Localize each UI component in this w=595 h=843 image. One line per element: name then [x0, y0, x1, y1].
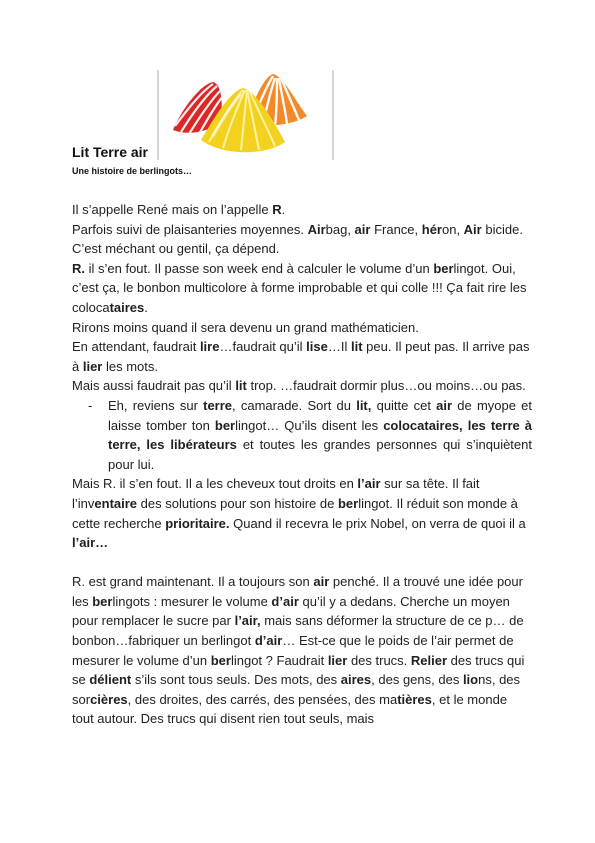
text-segment: des trucs.: [347, 652, 411, 668]
text-segment: lingot… Qu’ils disent les: [235, 417, 384, 433]
text-segment: Quand il recevra le prix Nobel, on verra de quoi il a: [229, 515, 526, 531]
text-segment: …faudrait qu’il: [219, 339, 307, 355]
text-segment: lingot. Oui, c’est ça, le bonbon multicolore à forme improbable et qui colle !!! Ça fait rire les coloca: [72, 260, 527, 315]
bold-segment: R.: [72, 260, 85, 276]
bold-segment: lise: [306, 339, 328, 355]
dialogue-list: [72, 396, 532, 474]
text-segment: de myope et laisse tomber ton: [108, 397, 533, 433]
bold-segment: ber: [337, 495, 359, 511]
bold-segment: R: [272, 202, 282, 217]
text-segment: sur sa tête. Il fait l’inv: [72, 476, 480, 511]
bold-segment: l’air,: [234, 613, 261, 629]
bold-segment: ber: [433, 260, 454, 276]
text-segment: penché. Il a trouvé une idée pour les: [72, 574, 523, 609]
bold-segment: lio: [462, 672, 479, 688]
bold-segment: Air: [463, 221, 482, 237]
text-segment: …Il: [327, 339, 351, 355]
text-segment: Eh, reviens sur: [108, 397, 204, 413]
candy-illustration: [161, 70, 329, 160]
bold-segment: aires: [340, 672, 372, 688]
text-segment: France,: [370, 221, 422, 237]
bold-segment: Air: [307, 221, 326, 237]
bold-segment: Relier: [410, 652, 448, 668]
text-segment: bicide. C’est méchant ou gentil, ça dépend.: [72, 221, 523, 257]
text-segment: Rirons moins quand il sera devenu un grand mathématicien.: [72, 319, 419, 335]
text-segment: lingot ? Faudrait: [230, 652, 328, 668]
story-paragraph: [72, 376, 532, 396]
bold-segment: air: [313, 574, 330, 590]
story-body: [72, 200, 532, 729]
bold-segment: taires: [109, 299, 145, 315]
bold-segment: tières: [397, 691, 432, 707]
document-title: Lit Terre air: [72, 144, 148, 160]
bold-segment: lier: [327, 652, 348, 668]
bold-segment: d’air: [271, 593, 299, 609]
text-segment: , camarade. Sort du: [232, 397, 357, 413]
bold-segment: colocataires, les terre à terre, les libérateurs: [108, 417, 533, 453]
text-segment: lingots : mesurer le volume: [112, 593, 272, 609]
story-paragraph: [72, 572, 532, 729]
story-paragraph: [72, 474, 532, 552]
document-subtitle: Une histoire de berlingots…: [72, 166, 193, 176]
text-segment: des trucs qui se: [72, 652, 525, 688]
paragraph-spacer: [72, 553, 532, 573]
text-segment: R. est grand maintenant. Il a toujours son: [72, 574, 314, 590]
text-segment: s’ils sont tous seuls. Des mots, des: [131, 672, 341, 688]
image-border-right: [332, 70, 334, 160]
bold-segment: lit,: [356, 397, 372, 413]
text-segment: … Est-ce que le poids de l’air permet de mesurer le volume d’un: [72, 633, 514, 668]
text-segment: quitte cet: [371, 397, 437, 413]
bold-segment: hér: [421, 221, 442, 237]
text-segment: lingot. Il réduit son monde à cette recherche: [72, 495, 518, 531]
bold-segment: ber: [92, 593, 113, 609]
bold-segment: lire: [199, 339, 220, 355]
text-segment: , des gens, des: [371, 672, 463, 688]
story-paragraph: [72, 200, 532, 220]
dialogue-dash: -: [88, 397, 93, 413]
text-segment: on,: [441, 221, 464, 237]
bold-segment: lit: [350, 339, 363, 355]
text-segment: Parfois suivi de plaisanteries moyennes.: [72, 221, 308, 237]
text-segment: qu’il y a dedans. Cherche un moyen pour remplacer le sucre par: [72, 593, 510, 629]
bold-segment: cières: [90, 691, 128, 707]
text-segment: .: [144, 299, 148, 315]
story-paragraph: [72, 259, 532, 318]
text-segment: les mots.: [102, 358, 158, 374]
text-segment: mais sans déformer la structure de ce p… de bonbon…fabriquer un berlingot: [72, 613, 524, 649]
berlingot-candies-image: [157, 70, 334, 160]
text-segment: .: [281, 202, 286, 217]
bold-segment: l’air…: [72, 535, 109, 551]
image-border-left: [157, 70, 159, 160]
bold-segment: terre: [203, 397, 233, 413]
text-segment: il s’en fout. Il passe son week end à calculer le volume d’un: [85, 260, 434, 276]
text-segment: et toutes les grandes personnes qui s’inquiètent pour lui.: [108, 437, 532, 472]
text-segment: Il s’appelle René mais on l’appelle: [72, 202, 273, 217]
text-segment: ns, des sor: [72, 672, 521, 707]
bold-segment: air: [354, 221, 371, 237]
text-segment: peu. Il peut pas. Il arrive pas à: [72, 339, 530, 374]
bold-segment: lier: [82, 358, 103, 374]
bold-segment: l’air: [357, 476, 381, 492]
text-segment: , et le monde tout autour. Des trucs qui disent rien tout seuls, mais: [72, 691, 508, 727]
text-segment: Mais aussi faudrait pas qu’il: [72, 378, 236, 394]
text-segment: bag,: [325, 221, 355, 237]
story-paragraph: [72, 220, 532, 259]
bold-segment: délient: [89, 672, 132, 688]
bold-segment: prioritaire.: [165, 515, 230, 531]
bold-segment: entaire: [94, 495, 138, 511]
text-segment: trop. …faudrait dormir plus…ou moins…ou pas.: [246, 378, 526, 394]
bold-segment: ber: [214, 417, 236, 433]
bold-segment: ber: [210, 652, 231, 668]
bold-segment: air: [436, 397, 453, 413]
story-paragraph: [72, 337, 532, 376]
text-segment: En attendant, faudrait: [72, 339, 200, 355]
text-segment: , des droites, des carrés, des pensées, des ma: [127, 691, 398, 707]
story-paragraph: [72, 318, 532, 338]
bold-segment: d’air: [254, 633, 283, 649]
bold-segment: lit: [235, 378, 247, 394]
text-segment: Mais R. il s’en fout. Il a les cheveux tout droits en: [72, 476, 358, 492]
dialogue-item: [88, 396, 533, 474]
text-segment: des solutions pour son histoire de: [137, 495, 338, 511]
